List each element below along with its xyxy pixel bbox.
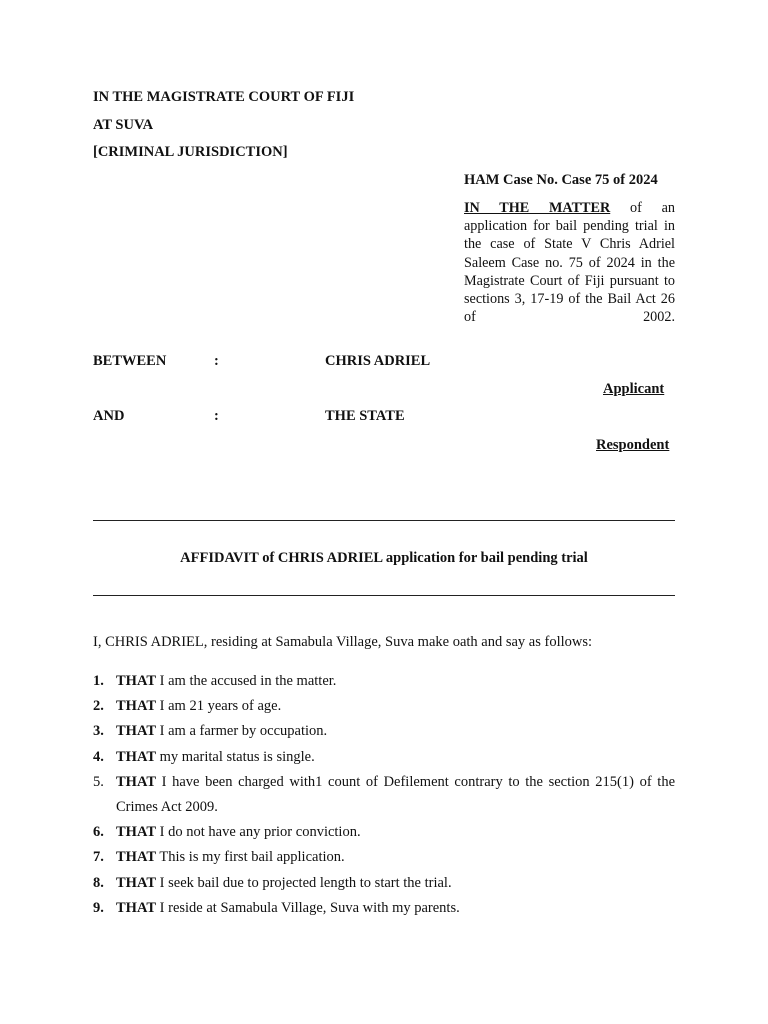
clause-text: I reside at Samabula Village, Suva with my parents.	[156, 899, 460, 916]
clause-text: I am a farmer by occupation.	[156, 723, 328, 740]
clause-body	[116, 694, 675, 719]
court-name: IN THE MAGISTRATE COURT OF FIJI	[93, 89, 355, 105]
clause-body	[116, 770, 675, 820]
and-label: AND	[93, 408, 125, 424]
affidavit-intro: I, CHRIS ADRIEL, residing at Samabula Village, Suva make oath and say as follows:	[93, 634, 593, 650]
between-label: BETWEEN	[93, 353, 167, 369]
clause-item	[93, 896, 675, 921]
clause-keyword: THAT	[116, 698, 157, 715]
matter-paragraph	[464, 199, 675, 326]
clause-keyword: THAT	[116, 748, 157, 765]
clause-item	[93, 694, 675, 719]
clause-body	[116, 669, 675, 694]
clause-text: I have been charged with1 count of Defilement contrary to the section 215(1) of the Crimes Act 2009.	[116, 773, 675, 816]
clause-keyword: THAT	[116, 874, 157, 891]
clause-body	[116, 845, 675, 870]
clause-number: 7.	[93, 849, 104, 866]
top-divider	[93, 520, 675, 521]
court-location: AT SUVA	[93, 117, 154, 133]
and-colon: :	[214, 408, 219, 424]
clause-number: 6.	[93, 824, 104, 841]
clause-keyword: THAT	[116, 899, 157, 916]
between-colon: :	[214, 353, 219, 369]
clause-body	[116, 745, 675, 770]
clause-number: 9.	[93, 899, 104, 916]
clause-number: 3.	[93, 723, 104, 740]
bottom-divider	[93, 595, 675, 596]
clause-keyword: THAT	[116, 723, 157, 740]
clause-number: 4.	[93, 748, 104, 765]
clause-keyword: THAT	[116, 773, 157, 790]
clause-item	[93, 820, 675, 845]
clause-body	[116, 871, 675, 896]
clause-item	[93, 770, 675, 820]
clause-keyword: THAT	[116, 849, 157, 866]
clause-body	[116, 719, 675, 744]
applicant-name: CHRIS ADRIEL	[325, 353, 431, 369]
clause-number: 5.	[93, 773, 104, 790]
clause-text: I seek bail due to projected length to start the trial.	[156, 874, 452, 891]
matter-text: of an application for bail pending trial in the case of State V Chris Adriel Saleem Case no. 75 of 2024 in the Magistrate Court of Fiji pursuant to sections 3, 17-19 of the Bail Act 26 of 2002.	[464, 200, 675, 326]
respondent-role: Respondent	[596, 437, 670, 453]
clause-number: 8.	[93, 874, 104, 891]
clause-item	[93, 719, 675, 744]
clause-list	[93, 669, 675, 921]
clause-item	[93, 845, 675, 870]
clause-text: I am the accused in the matter.	[156, 673, 337, 689]
clause-text: my marital status is single.	[156, 748, 315, 765]
clause-text: This is my first bail application.	[156, 849, 345, 866]
clause-item	[93, 669, 675, 694]
clause-keyword: THAT	[116, 673, 157, 689]
respondent-name: THE STATE	[325, 408, 405, 424]
clause-keyword: THAT	[116, 824, 157, 841]
clause-item	[93, 871, 675, 896]
applicant-role: Applicant	[603, 381, 665, 397]
clause-text: I do not have any prior conviction.	[156, 824, 361, 841]
affidavit-title: AFFIDAVIT of CHRIS ADRIEL application for bail pending trial	[180, 550, 588, 566]
clause-text: I am 21 years of age.	[156, 698, 282, 715]
clause-number: 2.	[93, 698, 104, 715]
clause-body	[116, 896, 675, 921]
clause-item	[93, 745, 675, 770]
clause-body	[116, 820, 675, 845]
matter-heading: IN THE MATTER	[464, 200, 611, 216]
court-jurisdiction: [CRIMINAL JURISDICTION]	[93, 144, 288, 160]
clause-number: 1.	[93, 673, 104, 689]
case-number: HAM Case No. Case 75 of 2024	[464, 172, 658, 188]
